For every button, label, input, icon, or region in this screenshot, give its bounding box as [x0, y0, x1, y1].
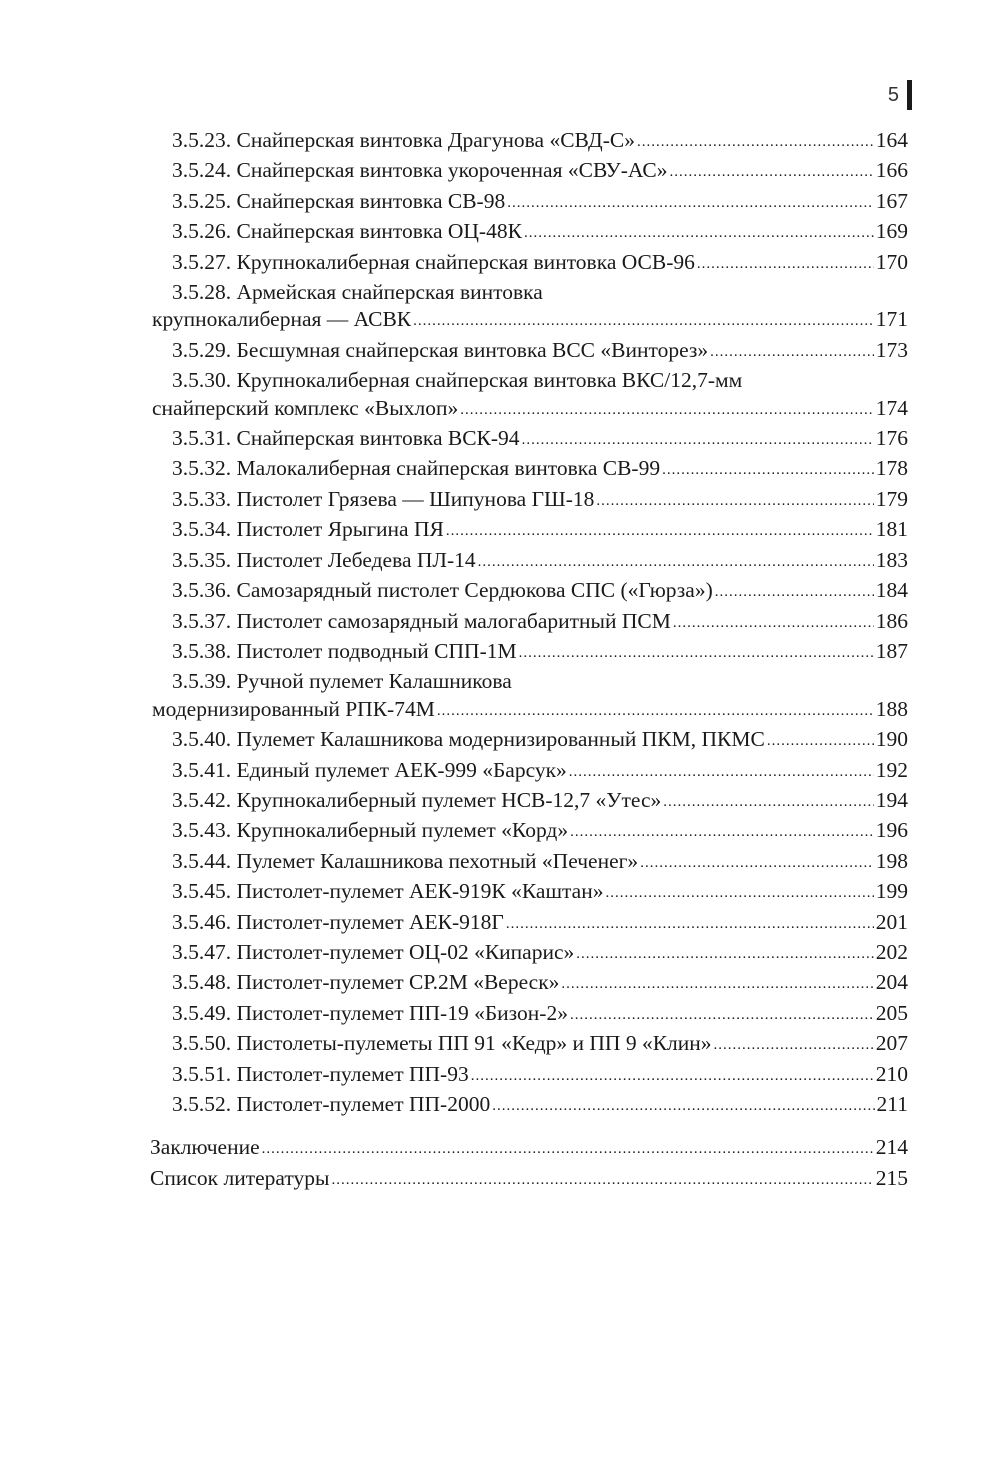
- toc-entry-title: 3.5.25. Снайперская винтовка СВ-98: [172, 188, 506, 213]
- toc-entry-page: 211: [876, 1092, 908, 1116]
- toc-entry[interactable]: [150, 787, 908, 817]
- toc-entry[interactable]: [150, 516, 908, 546]
- toc-entry-title: 3.5.27. Крупнокалиберная снайперская винтовка ОСВ-96: [172, 249, 695, 274]
- toc-entry-title: 3.5.35. Пистолет Лебедева ПЛ-14: [172, 547, 476, 572]
- toc-entry-title: 3.5.52. Пистолет-пулемет ПП-2000: [172, 1092, 491, 1116]
- toc-entry-title: 3.5.29. Бесшумная снайперская винтовка ВСС «Винторез»: [172, 337, 709, 362]
- toc-entry-page: 198: [875, 848, 908, 873]
- toc-entry-page: 215: [875, 1165, 908, 1190]
- toc-subsection-list: [150, 127, 908, 1121]
- toc-line: [172, 455, 908, 485]
- toc-leader-dots: [561, 968, 873, 998]
- toc-entry-title: Список литературы: [150, 1165, 330, 1190]
- toc-entry-page: 205: [875, 1000, 908, 1025]
- toc-leader-dots: [714, 1029, 874, 1059]
- toc-entry[interactable]: [150, 157, 908, 187]
- toc-entry[interactable]: [150, 455, 908, 485]
- toc-line: [152, 306, 908, 336]
- toc-entry-title: 3.5.50. Пистолеты-пулеметы ПП 91 «Кедр» и ПП 9 «Клин»: [172, 1031, 712, 1056]
- toc-entry-page: 169: [875, 219, 908, 244]
- toc-leader-dots: [507, 187, 874, 217]
- toc-entry-title: 3.5.23. Снайперская винтовка Драгунова «СВД-С»: [172, 128, 635, 152]
- toc-entry[interactable]: [150, 1030, 908, 1060]
- toc-top-list: [150, 1134, 908, 1195]
- toc-leader-dots: [669, 156, 873, 186]
- toc-entry-page: 167: [875, 188, 908, 213]
- toc-line: [172, 638, 908, 668]
- toc-leader-dots: [673, 607, 874, 637]
- toc-leader-dots: [767, 725, 874, 755]
- toc-entry-title: 3.5.43. Крупнокалиберный пулемет «Корд»: [172, 818, 569, 843]
- toc-entry[interactable]: [150, 577, 908, 607]
- toc-entry-page: 186: [875, 608, 908, 633]
- toc-entry-page: 176: [875, 426, 908, 451]
- toc-entry-title: 3.5.51. Пистолет-пулемет ПП-93: [172, 1061, 469, 1086]
- toc-entry-title-line1: 3.5.28. Армейская снайперская винтовка: [172, 280, 543, 305]
- toc-entry-page: 164: [875, 128, 908, 152]
- toc-leader-dots: [519, 637, 874, 667]
- toc-line: [172, 757, 908, 787]
- toc-entry-page: 204: [875, 970, 908, 995]
- toc-line: [172, 249, 908, 279]
- toc-line: [152, 696, 908, 726]
- toc-leader-dots: [506, 908, 874, 938]
- toc-entry-page: 184: [875, 578, 908, 603]
- toc-entry[interactable]: [150, 127, 908, 157]
- toc-entry-title: 3.5.32. Малокалиберная снайперская винтовка СВ-99: [172, 456, 661, 481]
- toc-entry-page: 171: [875, 307, 908, 332]
- toc-entry-title: модернизированный РПК-74М: [152, 696, 435, 721]
- toc-leader-dots: [697, 248, 874, 278]
- toc-entry-page: 201: [875, 909, 908, 934]
- toc-entry-title: 3.5.31. Снайперская винтовка ВСК-94: [172, 426, 520, 451]
- toc-line: [172, 817, 908, 847]
- toc-line: [172, 969, 908, 999]
- toc-leader-dots: [640, 847, 874, 877]
- toc-entry[interactable]: [150, 608, 908, 638]
- toc-leader-dots: [522, 424, 874, 454]
- toc-entry[interactable]: [150, 337, 908, 367]
- toc-entry-title: 3.5.49. Пистолет-пулемет ПП-19 «Бизон-2»: [172, 1000, 568, 1025]
- toc-line: [172, 1091, 908, 1121]
- toc-entry-title: крупнокалиберная — АСВК: [152, 307, 412, 332]
- toc-leader-dots: [710, 336, 874, 366]
- toc-line: [150, 1134, 908, 1164]
- toc-entry[interactable]: [150, 1061, 908, 1091]
- toc-entry-title-line1: 3.5.39. Ручной пулемет Калашникова: [172, 669, 512, 694]
- toc-line: [172, 337, 908, 367]
- toc-entry-page: 174: [875, 395, 908, 420]
- toc-entry[interactable]: [150, 249, 908, 279]
- toc-entry-title: 3.5.42. Крупнокалиберный пулемет НСВ-12,7 «Утес»: [172, 787, 662, 812]
- toc-entry-page: 196: [875, 818, 908, 843]
- toc-entry-page: 192: [875, 757, 908, 782]
- toc-leader-dots: [437, 695, 874, 725]
- toc-leader-dots: [492, 1090, 874, 1120]
- toc-entry-title: 3.5.24. Снайперская винтовка укороченная «СВУ-АС»: [172, 158, 668, 183]
- toc-entry[interactable]: [150, 188, 908, 218]
- toc-leader-dots: [460, 394, 874, 424]
- toc-line: [172, 1061, 908, 1091]
- toc-entry-page: 179: [875, 486, 908, 511]
- toc-line: [172, 547, 908, 577]
- toc-line: [172, 218, 908, 248]
- toc-entry[interactable]: [150, 1134, 908, 1164]
- toc-entry-title: 3.5.34. Пистолет Ярыгина ПЯ: [172, 517, 444, 542]
- toc-entry-title: 3.5.46. Пистолет-пулемет АЕК-918Г: [172, 909, 504, 934]
- toc-leader-dots: [576, 938, 873, 968]
- toc-leader-dots: [446, 515, 874, 545]
- toc-entry-title: 3.5.47. Пистолет-пулемет ОЦ-02 «Кипарис»: [172, 939, 575, 964]
- toc-entry[interactable]: [150, 939, 908, 969]
- toc-leader-dots: [331, 1164, 873, 1194]
- toc-entry[interactable]: [150, 486, 908, 516]
- toc-entry-page: 199: [875, 879, 908, 904]
- page-header: [888, 80, 912, 110]
- page-number-bar: [907, 80, 912, 110]
- toc-leader-dots: [637, 126, 874, 156]
- toc-leader-dots: [569, 756, 874, 786]
- toc-line: [172, 848, 908, 878]
- toc-entry-title: снайперский комплекс «Выхлоп»: [152, 395, 459, 420]
- toc-entry-page: 194: [875, 787, 908, 812]
- toc-entry-page: 214: [875, 1135, 908, 1160]
- toc-entry[interactable]: [150, 1000, 908, 1030]
- toc-leader-dots: [715, 576, 874, 606]
- toc-entry[interactable]: [150, 969, 908, 999]
- toc-entry[interactable]: [150, 848, 908, 878]
- toc-entry[interactable]: [150, 757, 908, 787]
- toc-entry[interactable]: [150, 218, 908, 248]
- toc-entry[interactable]: [150, 279, 908, 337]
- toc-leader-dots: [662, 454, 874, 484]
- toc-entry-title: 3.5.45. Пистолет-пулемет АЕК-919К «Каштан»: [172, 879, 604, 904]
- toc-line: [172, 787, 908, 817]
- toc-entry-page: 187: [875, 638, 908, 663]
- toc-line: [150, 1165, 908, 1195]
- toc-line: [172, 939, 908, 969]
- toc-entry[interactable]: [150, 425, 908, 455]
- toc-entry-title: 3.5.44. Пулемет Калашникова пехотный «Печенег»: [172, 848, 639, 873]
- toc-line: [152, 395, 908, 425]
- toc-line: [172, 516, 908, 546]
- toc-line: [172, 909, 908, 939]
- toc-line: [172, 127, 908, 157]
- toc-line: [172, 188, 908, 218]
- toc-entry-page: 166: [875, 158, 908, 183]
- toc-line: [172, 608, 908, 638]
- toc-entry[interactable]: [150, 1165, 908, 1195]
- toc-entry-title: 3.5.38. Пистолет подводный СПП-1М: [172, 638, 517, 663]
- toc-entry-title: 3.5.37. Пистолет самозарядный малогабаритный ПСМ: [172, 608, 671, 633]
- toc-entry[interactable]: [150, 547, 908, 577]
- toc-line: [172, 157, 908, 187]
- toc-entry-page: 202: [875, 939, 908, 964]
- toc-entry[interactable]: [150, 668, 908, 726]
- toc-line: [172, 577, 908, 607]
- toc-leader-dots: [605, 877, 873, 907]
- toc-entry-page: 210: [875, 1061, 908, 1086]
- toc-entry-title: 3.5.36. Самозарядный пистолет Сердюкова СПС («Гюрза»): [172, 578, 713, 603]
- toc-entry[interactable]: [150, 726, 908, 756]
- toc-leader-dots: [262, 1133, 874, 1163]
- toc-entry-page: 178: [875, 456, 908, 481]
- toc-entry-page: 181: [875, 517, 908, 542]
- toc-entry-page: 190: [875, 727, 908, 752]
- toc-line: [172, 1000, 908, 1030]
- toc-entry[interactable]: [150, 817, 908, 847]
- toc-leader-dots: [596, 485, 873, 515]
- table-of-contents: [150, 127, 908, 1195]
- toc-entry-page: 183: [875, 547, 908, 572]
- toc-line: [172, 878, 908, 908]
- toc-entry[interactable]: [150, 878, 908, 908]
- toc-entry-title: 3.5.48. Пистолет-пулемет СР.2М «Вереск»: [172, 970, 560, 995]
- toc-entry-title: 3.5.40. Пулемет Калашникова модернизированный ПКМ, ПКМС: [172, 727, 765, 752]
- toc-entry-title: 3.5.26. Снайперская винтовка ОЦ-48К: [172, 219, 522, 244]
- toc-line: [172, 726, 908, 756]
- toc-leader-dots: [524, 217, 874, 247]
- toc-entry[interactable]: [150, 1091, 908, 1121]
- toc-leader-dots: [478, 546, 874, 576]
- toc-entry-title: Заключение: [150, 1135, 260, 1160]
- toc-entry-page: 173: [875, 337, 908, 362]
- toc-entry-title: 3.5.41. Единый пулемет АЕК-999 «Барсук»: [172, 757, 567, 782]
- toc-entry-title: 3.5.33. Пистолет Грязева — Шипунова ГШ-18: [172, 486, 595, 511]
- toc-line: [172, 1030, 908, 1060]
- toc-line: [172, 486, 908, 516]
- toc-entry[interactable]: [150, 909, 908, 939]
- toc-entry-page: 188: [875, 696, 908, 721]
- toc-leader-dots: [570, 816, 874, 846]
- toc-leader-dots: [570, 999, 874, 1029]
- toc-leader-dots: [663, 786, 873, 816]
- toc-entry-page: 170: [875, 249, 908, 274]
- toc-entry-page: 207: [875, 1031, 908, 1056]
- toc-line: [172, 425, 908, 455]
- toc-entry[interactable]: [150, 367, 908, 425]
- toc-leader-dots: [471, 1060, 874, 1090]
- toc-leader-dots: [413, 305, 874, 335]
- toc-entry-title-line1: 3.5.30. Крупнокалиберная снайперская винтовка ВКС/12,7-мм: [172, 368, 743, 393]
- page-number: 5: [887, 83, 899, 106]
- toc-entry[interactable]: [150, 638, 908, 668]
